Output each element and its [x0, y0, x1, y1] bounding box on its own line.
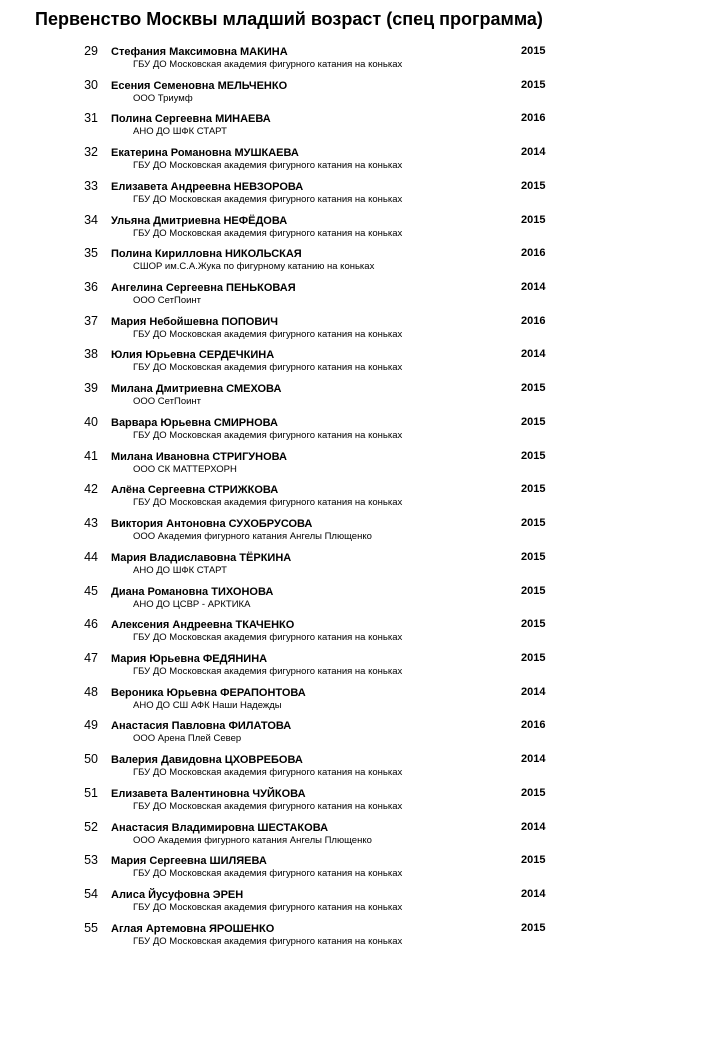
skater-club: ООО СетПоинт [133, 396, 202, 408]
skater-name: Мария Юрьевна ФЕДЯНИНА [111, 652, 268, 665]
list-item [0, 111, 708, 145]
list-item [0, 449, 708, 483]
birth-year: 2016 [521, 314, 546, 327]
skater-club: АНО ДО СШ АФК Наши Надежды [133, 699, 282, 711]
skater-name: Варвара Юрьевна СМИРНОВА [111, 416, 278, 429]
entry-number: 37 [84, 313, 98, 328]
skater-name: Виктория Антоновна СУХОБРУСОВА [111, 518, 313, 531]
skater-name: Алиса Йусуфовна ЭРЕН [111, 888, 244, 901]
skater-name: Ангелина Сергеевна ПЕНЬКОВАЯ [111, 282, 296, 295]
list-item [0, 280, 708, 314]
birth-year: 2015 [521, 618, 546, 631]
entry-number: 42 [84, 482, 98, 497]
skater-name: Полина Сергеевна МИНАЕВА [111, 113, 271, 126]
birth-year: 2016 [521, 247, 546, 260]
entry-number: 30 [84, 77, 98, 92]
skater-club: ГБУ ДО Московская академия фигурного катания на коньках [133, 429, 403, 441]
entry-number: 31 [84, 111, 98, 126]
skater-name: Елизавета Валентиновна ЧУЙКОВА [111, 787, 306, 800]
skater-name: Алексения Андреевна ТКАЧЕНКО [111, 619, 295, 632]
list-item [0, 718, 708, 752]
birth-year: 2015 [521, 382, 546, 395]
skater-club: АНО ДО ШФК СТАРТ [133, 126, 227, 138]
list-item [0, 685, 708, 719]
birth-year: 2015 [521, 45, 546, 57]
list-item [0, 853, 708, 887]
list-item [0, 820, 708, 854]
list-item [0, 752, 708, 786]
skater-name: Диана Романовна ТИХОНОВА [111, 585, 274, 598]
skater-club: ГБУ ДО Московская академия фигурного катания на коньках [133, 328, 403, 340]
list-item [0, 550, 708, 584]
skater-club: ГБУ ДО Московская академия фигурного катания на коньках [133, 362, 403, 374]
list-item [0, 921, 708, 955]
entry-number: 49 [84, 718, 98, 733]
list-item [0, 617, 708, 651]
skater-name: Валерия Давидовна ЦХОВРЕБОВА [111, 754, 303, 767]
birth-year: 2015 [521, 651, 546, 664]
skater-club: ООО СетПоинт [133, 295, 202, 307]
list-item [0, 78, 708, 112]
skater-name: Стефания Максимовна МАКИНА [111, 46, 288, 58]
skater-club: АНО ДО ШФК СТАРТ [133, 564, 227, 576]
birth-year: 2015 [521, 921, 546, 934]
list-item [0, 651, 708, 685]
skater-name: Анастасия Владимировна ШЕСТАКОВА [111, 821, 329, 834]
skater-name: Милана Дмитриевна СМЕХОВА [111, 383, 282, 396]
entry-number: 44 [84, 549, 98, 564]
skater-name: Мария Небойшевна ПОПОВИЧ [111, 315, 278, 328]
entry-number: 43 [84, 516, 98, 531]
skater-name: Аглая Артемовна ЯРОШЕНКО [111, 922, 275, 935]
skater-club: ГБУ ДО Московская академия фигурного катания на коньках [133, 767, 403, 779]
entry-number: 48 [84, 684, 98, 699]
birth-year: 2015 [521, 179, 546, 192]
birth-year: 2014 [521, 820, 546, 833]
skater-club: ГБУ ДО Московская академия фигурного катания на коньках [133, 935, 403, 947]
list-item [0, 213, 708, 247]
skater-club: ООО Академия фигурного катания Ангелы Плющенко [133, 531, 372, 543]
list-item [0, 786, 708, 820]
entry-number: 46 [84, 617, 98, 632]
list-item [0, 482, 708, 516]
skater-name: Есения Семеновна МЕЛЬЧЕНКО [111, 79, 288, 92]
list-item [0, 516, 708, 550]
entry-number: 32 [84, 145, 98, 160]
entry-number: 51 [84, 785, 98, 800]
birth-year: 2015 [521, 550, 546, 563]
skater-club: ООО Арена Плей Север [133, 733, 242, 745]
skater-name: Елизавета Андреевна НЕВЗОРОВА [111, 180, 304, 193]
skater-name: Анастасия Павловна ФИЛАТОВА [111, 720, 292, 733]
skater-club: ГБУ ДО Московская академия фигурного катания на коньках [133, 901, 403, 913]
entry-number: 47 [84, 650, 98, 665]
skater-club: СШОР им.С.А.Жука по фигурному катанию на коньках [133, 261, 375, 273]
entries-list [0, 44, 708, 954]
skater-club: ООО Академия фигурного катания Ангелы Плющенко [133, 834, 372, 846]
list-item [0, 381, 708, 415]
skater-name: Алёна Сергеевна СТРИЖКОВА [111, 484, 279, 497]
skater-name: Ульяна Дмитриевна НЕФЁДОВА [111, 214, 288, 227]
skater-name: Вероника Юрьевна ФЕРАПОНТОВА [111, 686, 306, 699]
skater-name: Юлия Юрьевна СЕРДЕЧКИНА [111, 349, 275, 362]
skater-name: Екатерина Романовна МУШКАЕВА [111, 147, 299, 160]
entry-number: 55 [84, 920, 98, 935]
list-item [0, 887, 708, 921]
page-title: Первенство Москвы младший возраст (спец программа) [35, 9, 543, 29]
skater-club: ГБУ ДО Московская академия фигурного катания на коньках [133, 193, 403, 205]
skater-club: ГБУ ДО Московская академия фигурного катания на коньках [133, 800, 403, 812]
skater-club: ГБУ ДО Московская академия фигурного катания на коньках [133, 59, 403, 70]
birth-year: 2015 [521, 854, 546, 867]
list-item [0, 145, 708, 179]
skater-club: ГБУ ДО Московская академия фигурного катания на коньках [133, 665, 403, 677]
skater-name: Полина Кирилловна НИКОЛЬСКАЯ [111, 248, 302, 261]
entry-number: 50 [84, 752, 98, 767]
birth-year: 2014 [521, 348, 546, 361]
entry-number: 33 [84, 178, 98, 193]
skater-club: ГБУ ДО Московская академия фигурного катания на коньках [133, 227, 403, 239]
entry-number: 34 [84, 212, 98, 227]
list-item [0, 179, 708, 213]
entry-number: 40 [84, 414, 98, 429]
skater-club: ООО СК МАТТЕРХОРН [133, 463, 237, 475]
list-item [0, 314, 708, 348]
birth-year: 2015 [521, 517, 546, 530]
entry-number: 38 [84, 347, 98, 362]
skater-name: Мария Владиславовна ТЁРКИНА [111, 551, 292, 564]
birth-year: 2015 [521, 415, 546, 428]
birth-year: 2016 [521, 112, 546, 125]
entry-number: 36 [84, 280, 98, 295]
skater-club: ГБУ ДО Московская академия фигурного катания на коньках [133, 497, 403, 509]
skater-club: ООО Триумф [133, 92, 193, 104]
birth-year: 2015 [521, 483, 546, 496]
skater-club: ГБУ ДО Московская академия фигурного катания на коньках [133, 160, 403, 172]
birth-year: 2016 [521, 719, 546, 732]
list-item [0, 44, 708, 78]
list-item [0, 347, 708, 381]
entry-number: 39 [84, 381, 98, 396]
entry-number: 54 [84, 886, 98, 901]
skater-name: Мария Сергеевна ШИЛЯЕВА [111, 855, 267, 868]
birth-year: 2014 [521, 887, 546, 900]
entry-number: 53 [84, 853, 98, 868]
entry-number: 35 [84, 246, 98, 261]
entry-number: 29 [84, 44, 98, 58]
list-item [0, 246, 708, 280]
list-item [0, 415, 708, 449]
list-item [0, 584, 708, 618]
skater-club: ГБУ ДО Московская академия фигурного катания на коньках [133, 632, 403, 644]
birth-year: 2014 [521, 146, 546, 159]
entry-number: 45 [84, 583, 98, 598]
birth-year: 2015 [521, 786, 546, 799]
birth-year: 2014 [521, 281, 546, 294]
skater-club: ГБУ ДО Московская академия фигурного катания на коньках [133, 868, 403, 880]
birth-year: 2015 [521, 78, 546, 91]
skater-club: АНО ДО ЦСВР - АРКТИКА [133, 598, 251, 610]
birth-year: 2015 [521, 584, 546, 597]
birth-year: 2014 [521, 753, 546, 766]
entry-number: 52 [84, 819, 98, 834]
birth-year: 2015 [521, 449, 546, 462]
birth-year: 2014 [521, 685, 546, 698]
entry-number: 41 [84, 448, 98, 463]
birth-year: 2015 [521, 213, 546, 226]
skater-name: Милана Ивановна СТРИГУНОВА [111, 450, 287, 463]
